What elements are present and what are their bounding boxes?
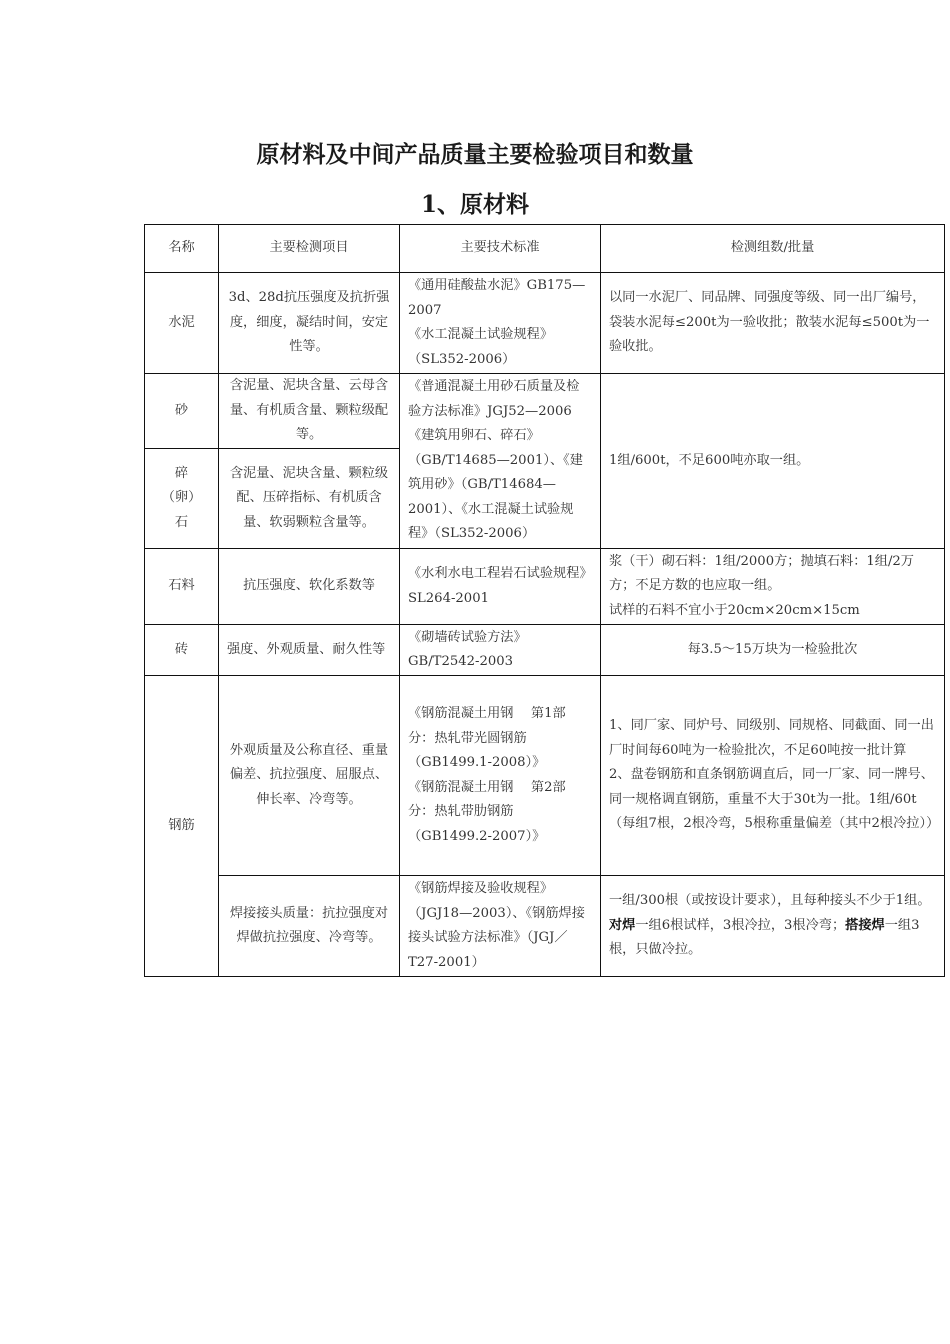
cell-items: 外观质量及公称直径、重量偏差、抗拉强度、屈服点、伸长率、冷弯等。 (219, 676, 400, 876)
cell-batch: 以同一水泥厂、同品牌、同强度等级、同一出厂编号，袋装水泥每≤200t为一验收批；散装水泥每≤500t为一验收批。 (601, 273, 945, 374)
table-row-rebar-weld (145, 876, 945, 977)
batch-line: 1、同厂家、同炉号、同级别、同规格、同截面、同一出厂时间每60吨为一检验批次，不足60吨按一批计算 (609, 718, 934, 758)
cell-standard (400, 273, 601, 374)
cell-name: 砂 (145, 374, 219, 449)
batch-keyword-butt-weld: 对焊 (609, 917, 636, 933)
cell-batch (601, 549, 945, 625)
standard-line: 《通用硅酸盐水泥》GB175—2007 (408, 278, 586, 318)
cell-items: 焊接接头质量：抗拉强度对焊做抗拉强度、冷弯等。 (219, 876, 400, 977)
table-row-rebar (145, 676, 945, 876)
cell-items: 抗压强度、软化系数等 (219, 549, 400, 625)
standard-line: 《钢筋混凝土用钢 第1部分：热轧带光圆钢筋（GB1499.1-2008）》 (408, 706, 566, 770)
table-row-sand (145, 374, 945, 449)
cell-items: 3d、28d抗压强度及抗折强度，细度，凝结时间，安定性等。 (219, 273, 400, 374)
standard-line: 《普通混凝土用砂石质量及检验方法标准》JGJ52—2006 (408, 379, 580, 419)
cell-standard: 《砌墙砖试验方法》GB/T2542-2003 (400, 625, 601, 676)
cell-name (145, 449, 219, 549)
cell-items: 含泥量、泥块含量、云母含量、有机质含量、颗粒级配等。 (219, 374, 400, 449)
cell-name: 石料 (145, 549, 219, 625)
cell-items: 含泥量、泥块含量、颗粒级配、压碎指标、有机质含量、软弱颗粒含量等。 (219, 449, 400, 549)
table-row-brick (145, 625, 945, 676)
standard-line: 《建筑用卵石、碎石》（GB/T14685—2001）、《建筑用砂》（GB/T14684—2001）、《水工混凝土试验规程》（SL352-2006） (408, 428, 583, 542)
cell-standard (400, 676, 601, 876)
batch-line: （每组7根，2根冷弯，5根称重量偏差（其中2根冷拉）） (609, 816, 940, 832)
cell-standard: 《钢筋焊接及验收规程》（JGJ18—2003）、《钢筋焊接接头试验方法标准》（JGJ／T27-2001） (400, 876, 601, 977)
batch-text: 一组3根，只做冷拉。 (609, 917, 920, 958)
cell-batch: 1组/600t，不足600吨亦取一组。 (601, 374, 945, 549)
batch-line: 浆（干）砌石料：1组/2000方；抛填石料：1组/2万方；不足方数的也应取一组。 (609, 553, 914, 594)
cell-standard (400, 374, 601, 549)
name-line: （卵） (161, 490, 202, 506)
header-standard: 主要技术标准 (400, 225, 601, 273)
section-title: 1、原材料 (420, 191, 529, 218)
cell-batch (601, 876, 945, 977)
batch-line: 试样的石料不宜小于20cm×20cm×15cm (609, 602, 860, 618)
batch-text: 一组/300根（或按设计要求），且每种接头不少于1组。 (609, 893, 931, 909)
batch-keyword-lap-weld: 搭接焊 (845, 917, 885, 933)
name-line: 碎 (174, 465, 189, 481)
cell-batch: 每3.5～15万块为一检验批次 (601, 625, 945, 676)
cell-name: 钢筋 (145, 676, 219, 977)
inspection-table (144, 224, 945, 977)
page-title: 原材料及中间产品质量主要检验项目和数量 (256, 141, 694, 168)
cell-standard: 《水利水电工程岩石试验规程》SL264-2001 (400, 549, 601, 625)
name-line: 石 (174, 514, 189, 530)
table-row-cement (145, 273, 945, 374)
header-items: 主要检测项目 (219, 225, 400, 273)
header-name: 名称 (145, 225, 219, 273)
cell-name: 砖 (145, 625, 219, 676)
table-header-row (145, 225, 945, 273)
standard-line: 《水工混凝土试验规程》（SL352-2006） (408, 327, 554, 367)
batch-line: 2、盘卷钢筋和直条钢筋调直后，同一厂家、同一牌号、同一规格调直钢筋，重量不大于30t为一批。1组/60t (609, 767, 934, 807)
cell-batch (601, 676, 945, 876)
table-row-stone (145, 549, 945, 625)
cell-items: 强度、外观质量、耐久性等 (219, 625, 400, 676)
batch-text: 一组6根试样，3根冷拉，3根冷弯； (635, 917, 846, 933)
cell-name: 水泥 (145, 273, 219, 374)
header-batch: 检测组数/批量 (601, 225, 945, 273)
standard-line: 《钢筋混凝土用钢 第2部分：热轧带肋钢筋（GB1499.2-2007）》 (408, 779, 566, 844)
